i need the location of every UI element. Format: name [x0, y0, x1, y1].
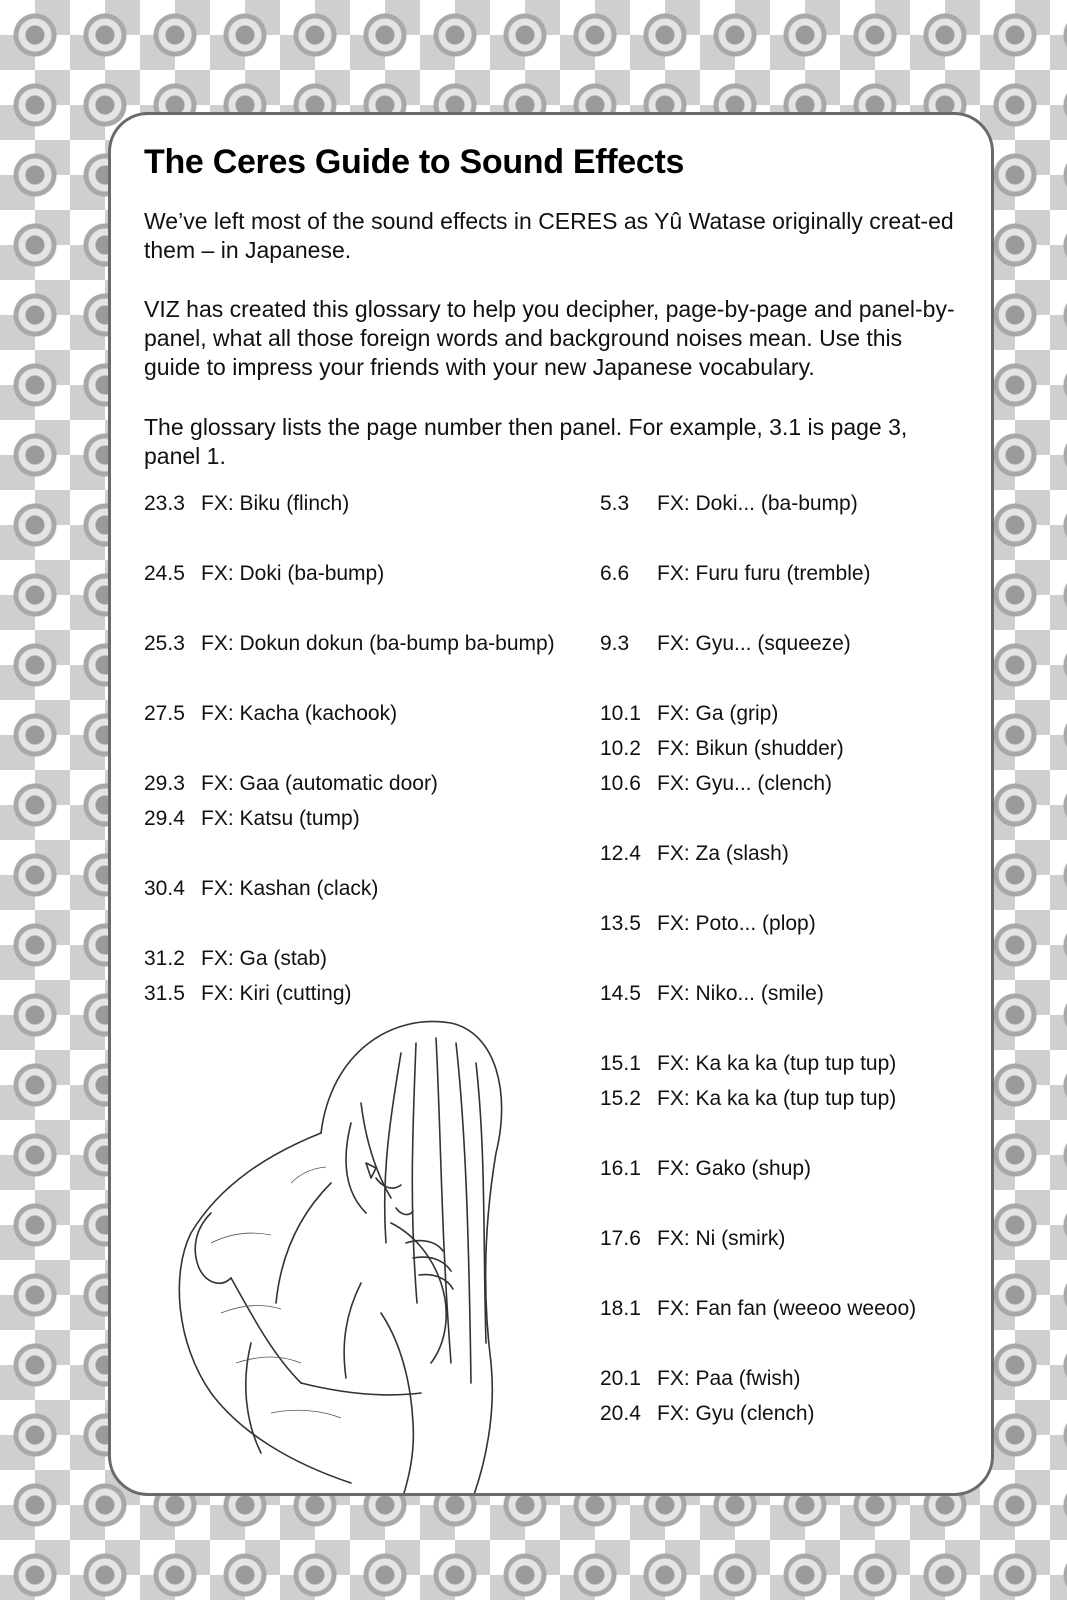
entry-ref: 10.2: [600, 737, 641, 760]
entry-ref: 6.6: [600, 562, 630, 585]
entry-fx: FX: Katsu (tump): [201, 807, 360, 830]
entry-ref: 5.3: [600, 492, 630, 515]
entry-fx: FX: Dokun dokun (ba-bump ba-bump): [201, 632, 555, 655]
entry-fx: FX: Bikun (shudder): [657, 737, 844, 760]
entry-fx: FX: Kiri (cutting): [201, 982, 352, 1005]
usage-paragraph: The glossary lists the page number then panel. For example, 3.1 is page 3, panel 1.: [144, 414, 908, 469]
entry-ref: 31.2: [144, 947, 185, 970]
entry-ref: 27.5: [144, 702, 185, 725]
entry-fx: FX: Biku (flinch): [201, 492, 350, 515]
entry-ref: 25.3: [144, 632, 185, 655]
entry-fx: FX: Gako (shup): [657, 1157, 812, 1180]
manga-illustration: [151, 983, 511, 1496]
entry-fx: FX: Doki (ba-bump): [201, 562, 385, 585]
entry-ref: 29.3: [144, 772, 185, 795]
entry-fx: FX: Ka ka ka (tup tup tup): [657, 1087, 897, 1110]
entry-ref: 10.1: [600, 702, 641, 725]
glossary-panel: [108, 112, 994, 1496]
entry-ref: 15.2: [600, 1087, 641, 1110]
entry-ref: 12.4: [600, 842, 641, 865]
entry-ref: 23.3: [144, 492, 185, 515]
entry-ref: 10.6: [600, 772, 641, 795]
purpose-paragraph: VIZ has created this glossary to help you decipher, page-by-page and panel-by-panel, what all those foreign words and background noises mean. Use this guide to impress your friends with your new Japanese vocabulary.: [144, 296, 955, 380]
entry-fx: FX: Ga (grip): [657, 702, 779, 725]
entry-ref: 18.1: [600, 1297, 641, 1320]
entry-fx: FX: Doki... (ba-bump): [657, 492, 858, 515]
entry-fx: FX: Kashan (clack): [201, 877, 379, 900]
entry-ref: 31.5: [144, 982, 185, 1005]
entry-fx: FX: Paa (fwish): [657, 1367, 801, 1390]
entry-ref: 29.4: [144, 807, 185, 830]
entry-ref: 30.4: [144, 877, 185, 900]
entry-fx: FX: Poto... (plop): [657, 912, 816, 935]
entry-ref: 15.1: [600, 1052, 641, 1075]
entry-fx: FX: Ni (smirk): [657, 1227, 786, 1250]
entry-fx: FX: Gyu (clench): [657, 1402, 815, 1425]
entry-ref: 20.4: [600, 1402, 641, 1425]
entry-fx: FX: Furu furu (tremble): [657, 562, 871, 585]
entry-fx: FX: Ga (stab): [201, 947, 328, 970]
entry-ref: 13.5: [600, 912, 641, 935]
entry-fx: FX: Niko... (smile): [657, 982, 824, 1005]
entry-ref: 16.1: [600, 1157, 641, 1180]
entry-fx: FX: Gyu... (clench): [657, 772, 833, 795]
entry-fx: FX: Kacha (kachook): [201, 702, 398, 725]
entry-fx: FX: Gyu... (squeeze): [657, 632, 851, 655]
page-title: The Ceres Guide to Sound Effects: [144, 143, 685, 181]
entry-ref: 24.5: [144, 562, 185, 585]
entry-ref: 14.5: [600, 982, 641, 1005]
entry-fx: FX: Gaa (automatic door): [201, 772, 438, 795]
intro-paragraph: We’ve left most of the sound effects in CERES as Yû Watase originally creat-ed them – in Japanese.: [144, 208, 954, 263]
entry-fx: FX: Ka ka ka (tup tup tup): [657, 1052, 897, 1075]
entry-ref: 9.3: [600, 632, 630, 655]
entry-fx: FX: Fan fan (weeoo weeoo): [657, 1297, 917, 1320]
entry-ref: 17.6: [600, 1227, 641, 1250]
entry-ref: 20.1: [600, 1367, 641, 1390]
entry-fx: FX: Za (slash): [657, 842, 789, 865]
